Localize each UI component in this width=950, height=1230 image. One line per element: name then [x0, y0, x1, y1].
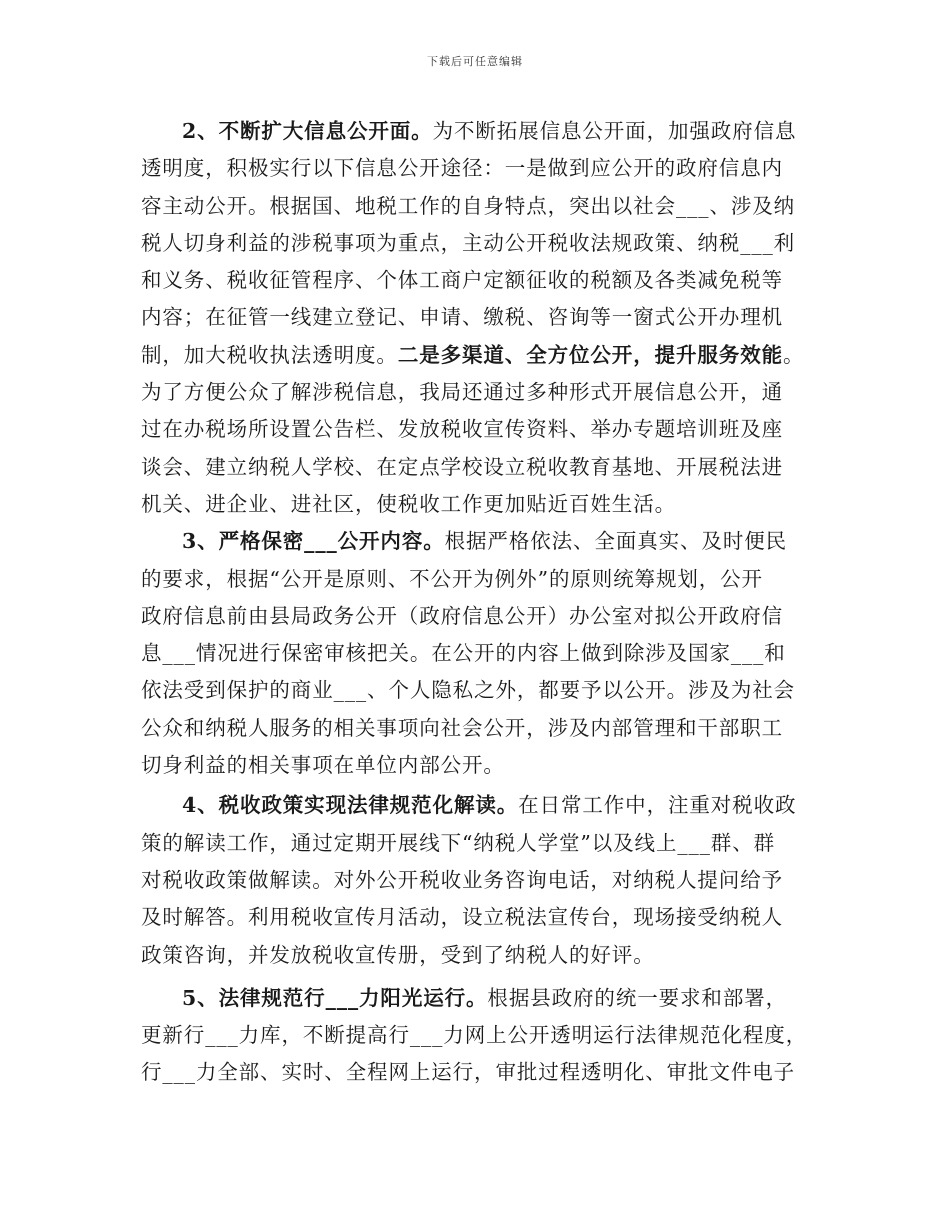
paragraph-line: 为了方便公众了解涉税信息，我局还通过多种形式开展信息公开，通 — [141, 380, 783, 405]
paragraph-line: 内容；在征管一线建立登记、申请、缴税、咨询等一窗式公开办理机 — [141, 305, 783, 330]
paragraph-line: 机关、进企业、进社区，使税收工作更加贴近百姓生活。 — [141, 491, 676, 516]
section-3 — [141, 523, 821, 784]
section-5 — [141, 980, 821, 1092]
text-run: 根据县政府的统一要求和部署， — [487, 985, 788, 1010]
paragraph-line — [141, 523, 821, 560]
paragraph-line — [141, 337, 821, 374]
paragraph-line: 对税收政策做解读。对外公开税收业务咨询电话，对纳税人提问给予 — [141, 867, 783, 892]
paragraph-line: 政府信息前由县局政务公开（政府信息公开）办公室对拟公开政府信 — [141, 603, 783, 628]
text-run: 。 — [783, 342, 805, 367]
section-heading: 4、税收政策实现法律规范化解读。 — [182, 793, 519, 818]
document-body — [141, 113, 821, 1092]
paragraph-line: 的要求，根据“公开是原则、不公开为例外”的原则统筹规划，公开 — [141, 566, 763, 591]
page-header: 下载后可任意编辑 — [427, 55, 523, 68]
paragraph-line — [141, 787, 821, 824]
paragraph-line: 切身利益的相关事项在单位内部公开。 — [141, 753, 505, 778]
section-heading: 3、严格保密___公开内容。 — [182, 529, 445, 554]
section-heading: 2、不断扩大信息公开面。 — [182, 119, 433, 143]
paragraph-line: 更新行___力库，不断提高行___力网上公开透明运行法律规范化程度， — [141, 1023, 808, 1048]
bold-phrase: 二是多渠道、全方位公开，提升服务效能 — [397, 342, 784, 367]
paragraph-line: 过在办税场所设置公告栏、发放税收宣传资料、举办专题培训班及座 — [141, 417, 783, 442]
paragraph-line: 容主动公开。根据国、地税工作的自身特点，突出以社会___、涉及纳 — [141, 193, 796, 218]
section-heading: 5、法律规范行___力阳光运行。 — [182, 985, 488, 1010]
paragraph-line: 息___情况进行保密审核把关。在公开的内容上做到除涉及国家___和 — [141, 641, 786, 666]
section-4 — [141, 787, 821, 973]
text-run: 制，加大税收执法透明度。 — [141, 342, 398, 367]
section-2 — [141, 113, 821, 523]
paragraph-line: 税人切身利益的涉税事项为重点，主动公开税收法规政策、纳税___利 — [141, 230, 796, 255]
paragraph-line: 策的解读工作，通过定期开展线下“纳税人学堂”以及线上___群、群 — [141, 830, 776, 855]
paragraph-line: 政策咨询，并发放税收宣传册，受到了纳税人的好评。 — [141, 942, 655, 967]
paragraph-line: 透明度，积极实行以下信息公开途径：一是做到应公开的政府信息内 — [141, 156, 783, 181]
paragraph-line: 依法受到保护的商业___、个人隐私之外，都要予以公开。涉及为社会 — [141, 678, 796, 703]
paragraph-line — [141, 980, 821, 1017]
paragraph-line — [141, 113, 821, 150]
text-run: 为不断拓展信息公开面，加强政府信息 — [432, 119, 797, 143]
text-run: 在日常工作中，注重对税收政 — [518, 793, 797, 818]
paragraph-line: 和义务、税收征管程序、个体工商户定额征收的税额及各类减免税等 — [141, 268, 783, 293]
paragraph-line: 公众和纳税人服务的相关事项向社会公开，涉及内部管理和干部职工 — [141, 715, 783, 740]
paragraph-line: 行___力全部、实时、全程网上运行，审批过程透明化、审批文件电子 — [141, 1060, 796, 1085]
text-run: 根据严格依法、全面真实、及时便民 — [444, 529, 788, 554]
paragraph-line: 及时解答。利用税收宣传月活动，设立税法宣传台，现场接受纳税人 — [141, 905, 783, 930]
paragraph-line: 谈会、建立纳税人学校、在定点学校设立税收教育基地、开展税法进 — [141, 454, 783, 479]
